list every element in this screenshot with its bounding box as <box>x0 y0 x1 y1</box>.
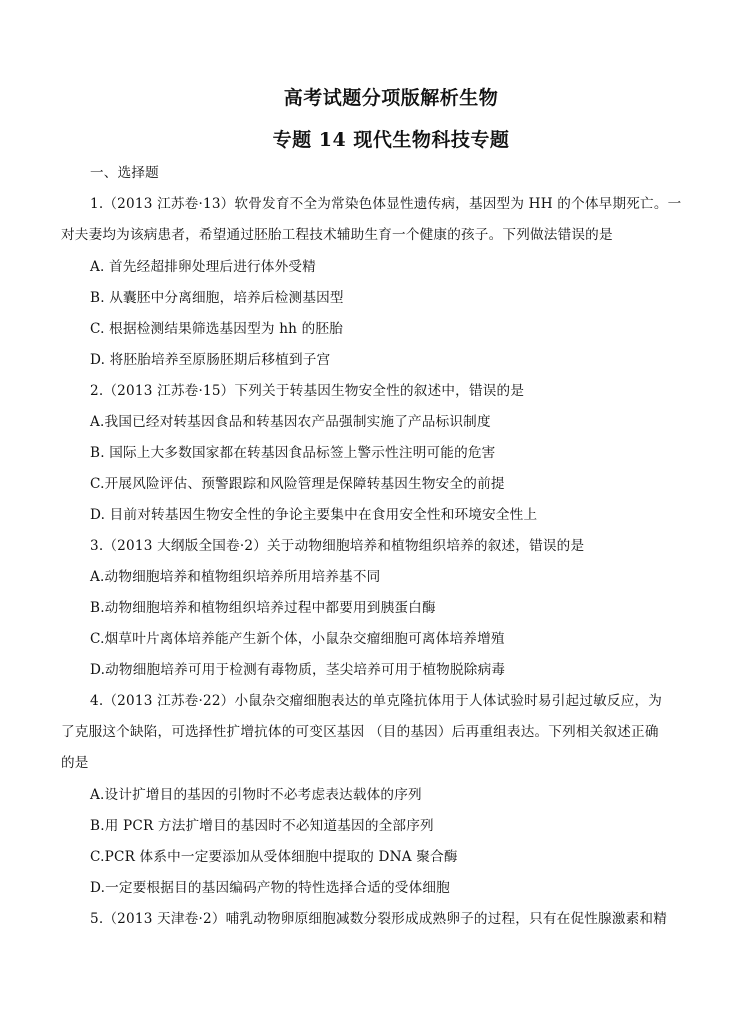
question-3-option-d: D.动物细胞培养可用于检测有毒物质，茎尖培养可用于植物脱除病毒 <box>90 662 506 678</box>
question-4-line-3: 的是 <box>61 755 89 771</box>
question-3-option-b: B.动物细胞培养和植物组织培养过程中都要用到胰蛋白酶 <box>90 600 436 616</box>
question-4-option-a: A.设计扩增目的基因的引物时不必考虑表达载体的序列 <box>90 787 422 803</box>
question-2-option-d: D. 目前对转基因生物安全性的争论主要集中在食用安全性和环境安全性上 <box>90 507 538 523</box>
question-1-option-a: A. 首先经超排卵处理后进行体外受精 <box>90 259 316 275</box>
question-1-option-d: D. 将胚胎培养至原肠胚期后移植到子宫 <box>90 352 331 368</box>
document-title: 高考试题分项版解析生物 <box>283 87 499 109</box>
question-1-line-1: 1.（2013 江苏卷·13）软骨发育不全为常染色体显性遗传病，基因型为 HH 的个体早期死亡。一 <box>90 196 682 212</box>
question-1-line-2: 对夫妻均为该病患者，希望通过胚胎工程技术辅助生育一个健康的孩子。下列做法错误的是 <box>61 227 613 243</box>
question-4-line-2: 了克服这个缺陷，可选择性扩增抗体的可变区基因 （目的基因）后再重组表达。下列相关叙述正确 <box>61 724 659 740</box>
question-5-line-1: 5.（2013 天津卷·2）哺乳动物卵原细胞减数分裂形成成熟卵子的过程，只有在促性腺激素和精 <box>90 911 668 927</box>
question-2-option-c: C.开展风险评估、预警跟踪和风险管理是保障转基因生物安全的前提 <box>90 476 505 492</box>
question-4-line-1: 4.（2013 江苏卷·22）小鼠杂交瘤细胞表达的单克隆抗体用于人体试验时易引起过敏反应，为 <box>90 693 663 709</box>
question-2-line-1: 2.（2013 江苏卷·15）下列关于转基因生物安全性的叙述中，错误的是 <box>90 383 525 399</box>
document-subtitle: 专题 14 现代生物科技专题 <box>272 129 510 151</box>
question-1-option-b: B. 从囊胚中分离细胞，培养后检测基因型 <box>90 290 344 306</box>
question-1-option-c: C. 根据检测结果筛选基因型为 hh 的胚胎 <box>90 321 344 337</box>
question-3-option-c: C.烟草叶片离体培养能产生新个体，小鼠杂交瘤细胞可离体培养增殖 <box>90 631 505 647</box>
question-2-option-b: B. 国际上大多数国家都在转基因食品标签上警示性注明可能的危害 <box>90 445 496 461</box>
question-4-option-d: D.一定要根据目的基因编码产物的特性选择合适的受体细胞 <box>90 880 450 896</box>
section-heading: 一、选择题 <box>90 165 159 181</box>
question-3-line-1: 3.（2013 大纲版全国卷·2）关于动物细胞培养和植物组织培养的叙述，错误的是 <box>90 538 585 554</box>
question-4-option-b: B.用 PCR 方法扩增目的基因时不必知道基因的全部序列 <box>90 818 434 834</box>
question-4-option-c: C.PCR 体系中一定要添加从受体细胞中提取的 DNA 聚合酶 <box>90 849 458 865</box>
question-3-option-a: A.动物细胞培养和植物组织培养所用培养基不同 <box>90 569 381 585</box>
question-2-option-a: A.我国已经对转基因食品和转基因农产品强制实施了产品标识制度 <box>90 414 491 430</box>
